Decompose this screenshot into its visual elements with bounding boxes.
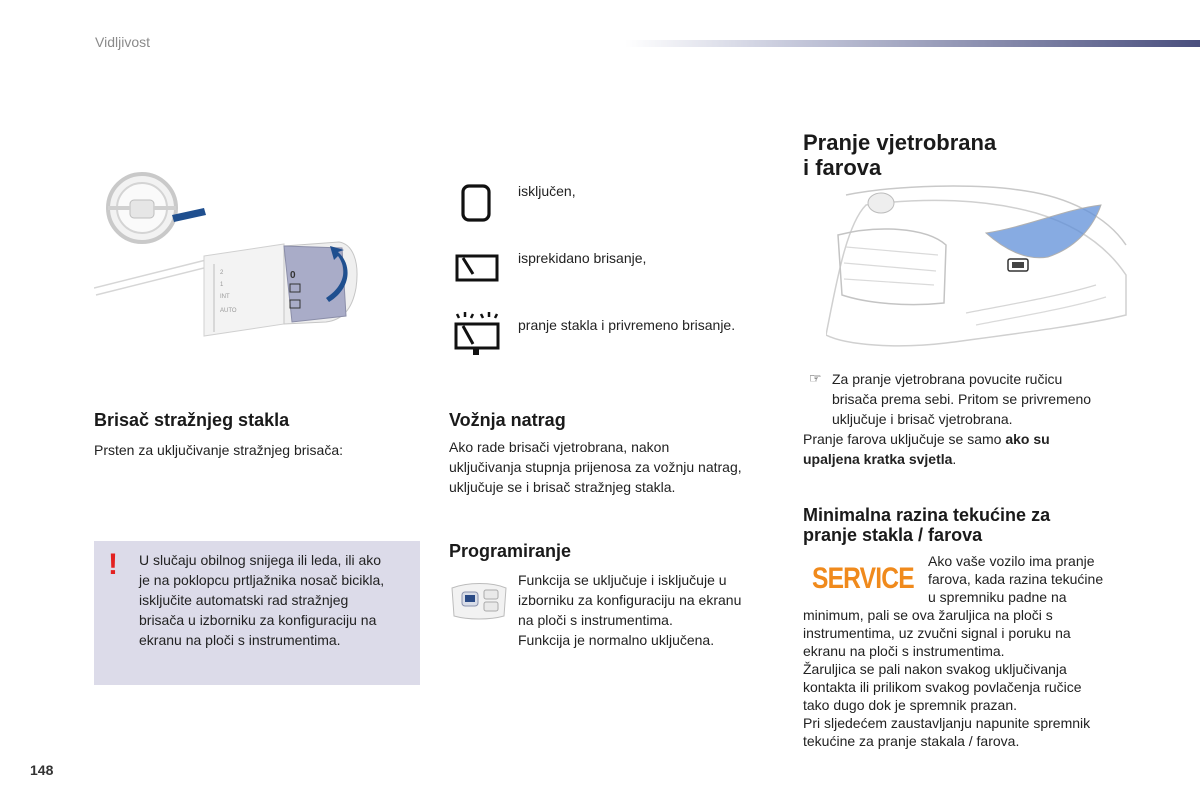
wiper-off-label: isključen, (518, 183, 576, 199)
min-level-side-line: u spremniku padne na (928, 589, 1067, 605)
warning-icon: ! (108, 548, 118, 581)
washer-bullet-line: Za pranje vjetrobrana povucite ručicu (832, 371, 1063, 387)
reverse-text (449, 437, 742, 497)
programming-title: Programiranje (449, 541, 572, 561)
programming-line: izborniku za konfiguraciju na ekranu (518, 592, 742, 608)
reverse-line: uključivanja stupnja prijenosa za vožnju natrag, (449, 459, 742, 475)
min-level-line: kontakta ili prilikom svakog povlačenja ručice (803, 679, 1082, 695)
rear-wiper-text: Prsten za uključivanje stražnjeg brisača: (94, 442, 344, 458)
rear-wiper-title: Brisač stražnjeg stakla (94, 410, 290, 430)
min-level-line: ekranu na ploči s instrumentima. (803, 643, 1005, 659)
washer-note-bold: upaljena kratka svjetla (803, 451, 953, 467)
washer-note-bold: ako su (1005, 431, 1050, 447)
service-warning-icon: SERVICE (812, 562, 914, 595)
min-level-side-line: farova, kada razina tekućine (928, 571, 1104, 587)
min-level-text (803, 606, 1090, 750)
min-level-title-line: pranje stakla / farova (803, 525, 983, 545)
section-label: Vidljivost (95, 34, 150, 50)
washer-title-line: i farova (803, 155, 882, 180)
stalk-mark: 0 (290, 270, 296, 281)
washer-title (803, 130, 996, 180)
warning-text (139, 550, 417, 650)
washer-bullet-line: uključuje i brisač vjetrobrana. (832, 411, 1013, 427)
warning-line: isključite automatski rad stražnjeg (139, 592, 349, 608)
washer-bullet-line: brisača prema sebi. Pritom se privremeno (832, 391, 1092, 407)
washer-wipe-label: pranje stakla i privremeno brisanje. (518, 317, 736, 333)
warning-line: brisača u izborniku za konfiguraciju na (139, 612, 377, 628)
stalk-mark: INT (220, 294, 230, 300)
warning-line: U slučaju obilnog snijega ili leda, ili ako (139, 552, 382, 568)
car-front-illustration (826, 185, 1131, 355)
min-level-title-line: Minimalna razina tekućine za (803, 505, 1051, 525)
programming-line: Funkcija se uključuje i isključuje u (518, 572, 727, 588)
min-level-line: Žaruljica se pali nakon svakog uključivanja (803, 661, 1067, 677)
min-level-line: Pri sljedećem zaustavljanju napunite spremnik (803, 715, 1091, 731)
reverse-line: Ako rade brisači vjetrobrana, nakon (449, 439, 670, 455)
warning-line: je na poklopcu prtljažnika nosač bicikla, (139, 572, 385, 588)
warning-line: ekranu na ploči s instrumentima. (139, 632, 341, 648)
min-level-line: tako dugo dok je spremnik prazan. (803, 697, 1018, 713)
min-level-side-line: Ako vaše vozilo ima pranje (928, 553, 1095, 569)
stalk-mark: 1 (220, 282, 224, 288)
stalk-drawing (94, 242, 357, 336)
washer-note-prefix: Pranje farova uključuje se samo (803, 431, 1006, 447)
page-number: 148 (30, 762, 54, 778)
washer-bullet-text (832, 369, 1091, 429)
wiper-off-icon (457, 183, 497, 223)
programming-line: na ploči s instrumentima. (518, 612, 673, 628)
wiper-intermittent-label: isprekidano brisanje, (518, 250, 647, 266)
washer-wipe-icon (451, 308, 503, 360)
stalk-mark: AUTO (220, 308, 237, 314)
steering-controls-icon (448, 580, 510, 622)
min-level-side-text (928, 552, 1103, 606)
header-bar (625, 40, 1200, 47)
programming-text (518, 570, 741, 650)
min-level-line: instrumentima, uz zvučni signal i poruku na (803, 625, 1071, 641)
min-level-title (803, 505, 1050, 545)
reverse-line: uključuje se i brisač stražnjeg stakla. (449, 479, 676, 495)
stalk-mark: 2 (220, 270, 224, 276)
steering-wheel-icon (108, 174, 206, 242)
programming-line: Funkcija je normalno uključena. (518, 632, 715, 648)
min-level-line: tekućine za pranje stakala / farova. (803, 733, 1020, 749)
wiper-stalk-illustration (94, 160, 374, 350)
bullet-icon: ☞ (809, 370, 822, 386)
reverse-title: Vožnja natrag (449, 410, 566, 430)
min-level-line: minimum, pali se ova žaruljica na ploči s (803, 607, 1053, 623)
wiper-intermittent-icon (453, 250, 501, 286)
washer-title-line: Pranje vjetrobrana (803, 130, 997, 155)
washer-note-suffix: . (952, 451, 957, 467)
washer-note (803, 429, 1103, 469)
